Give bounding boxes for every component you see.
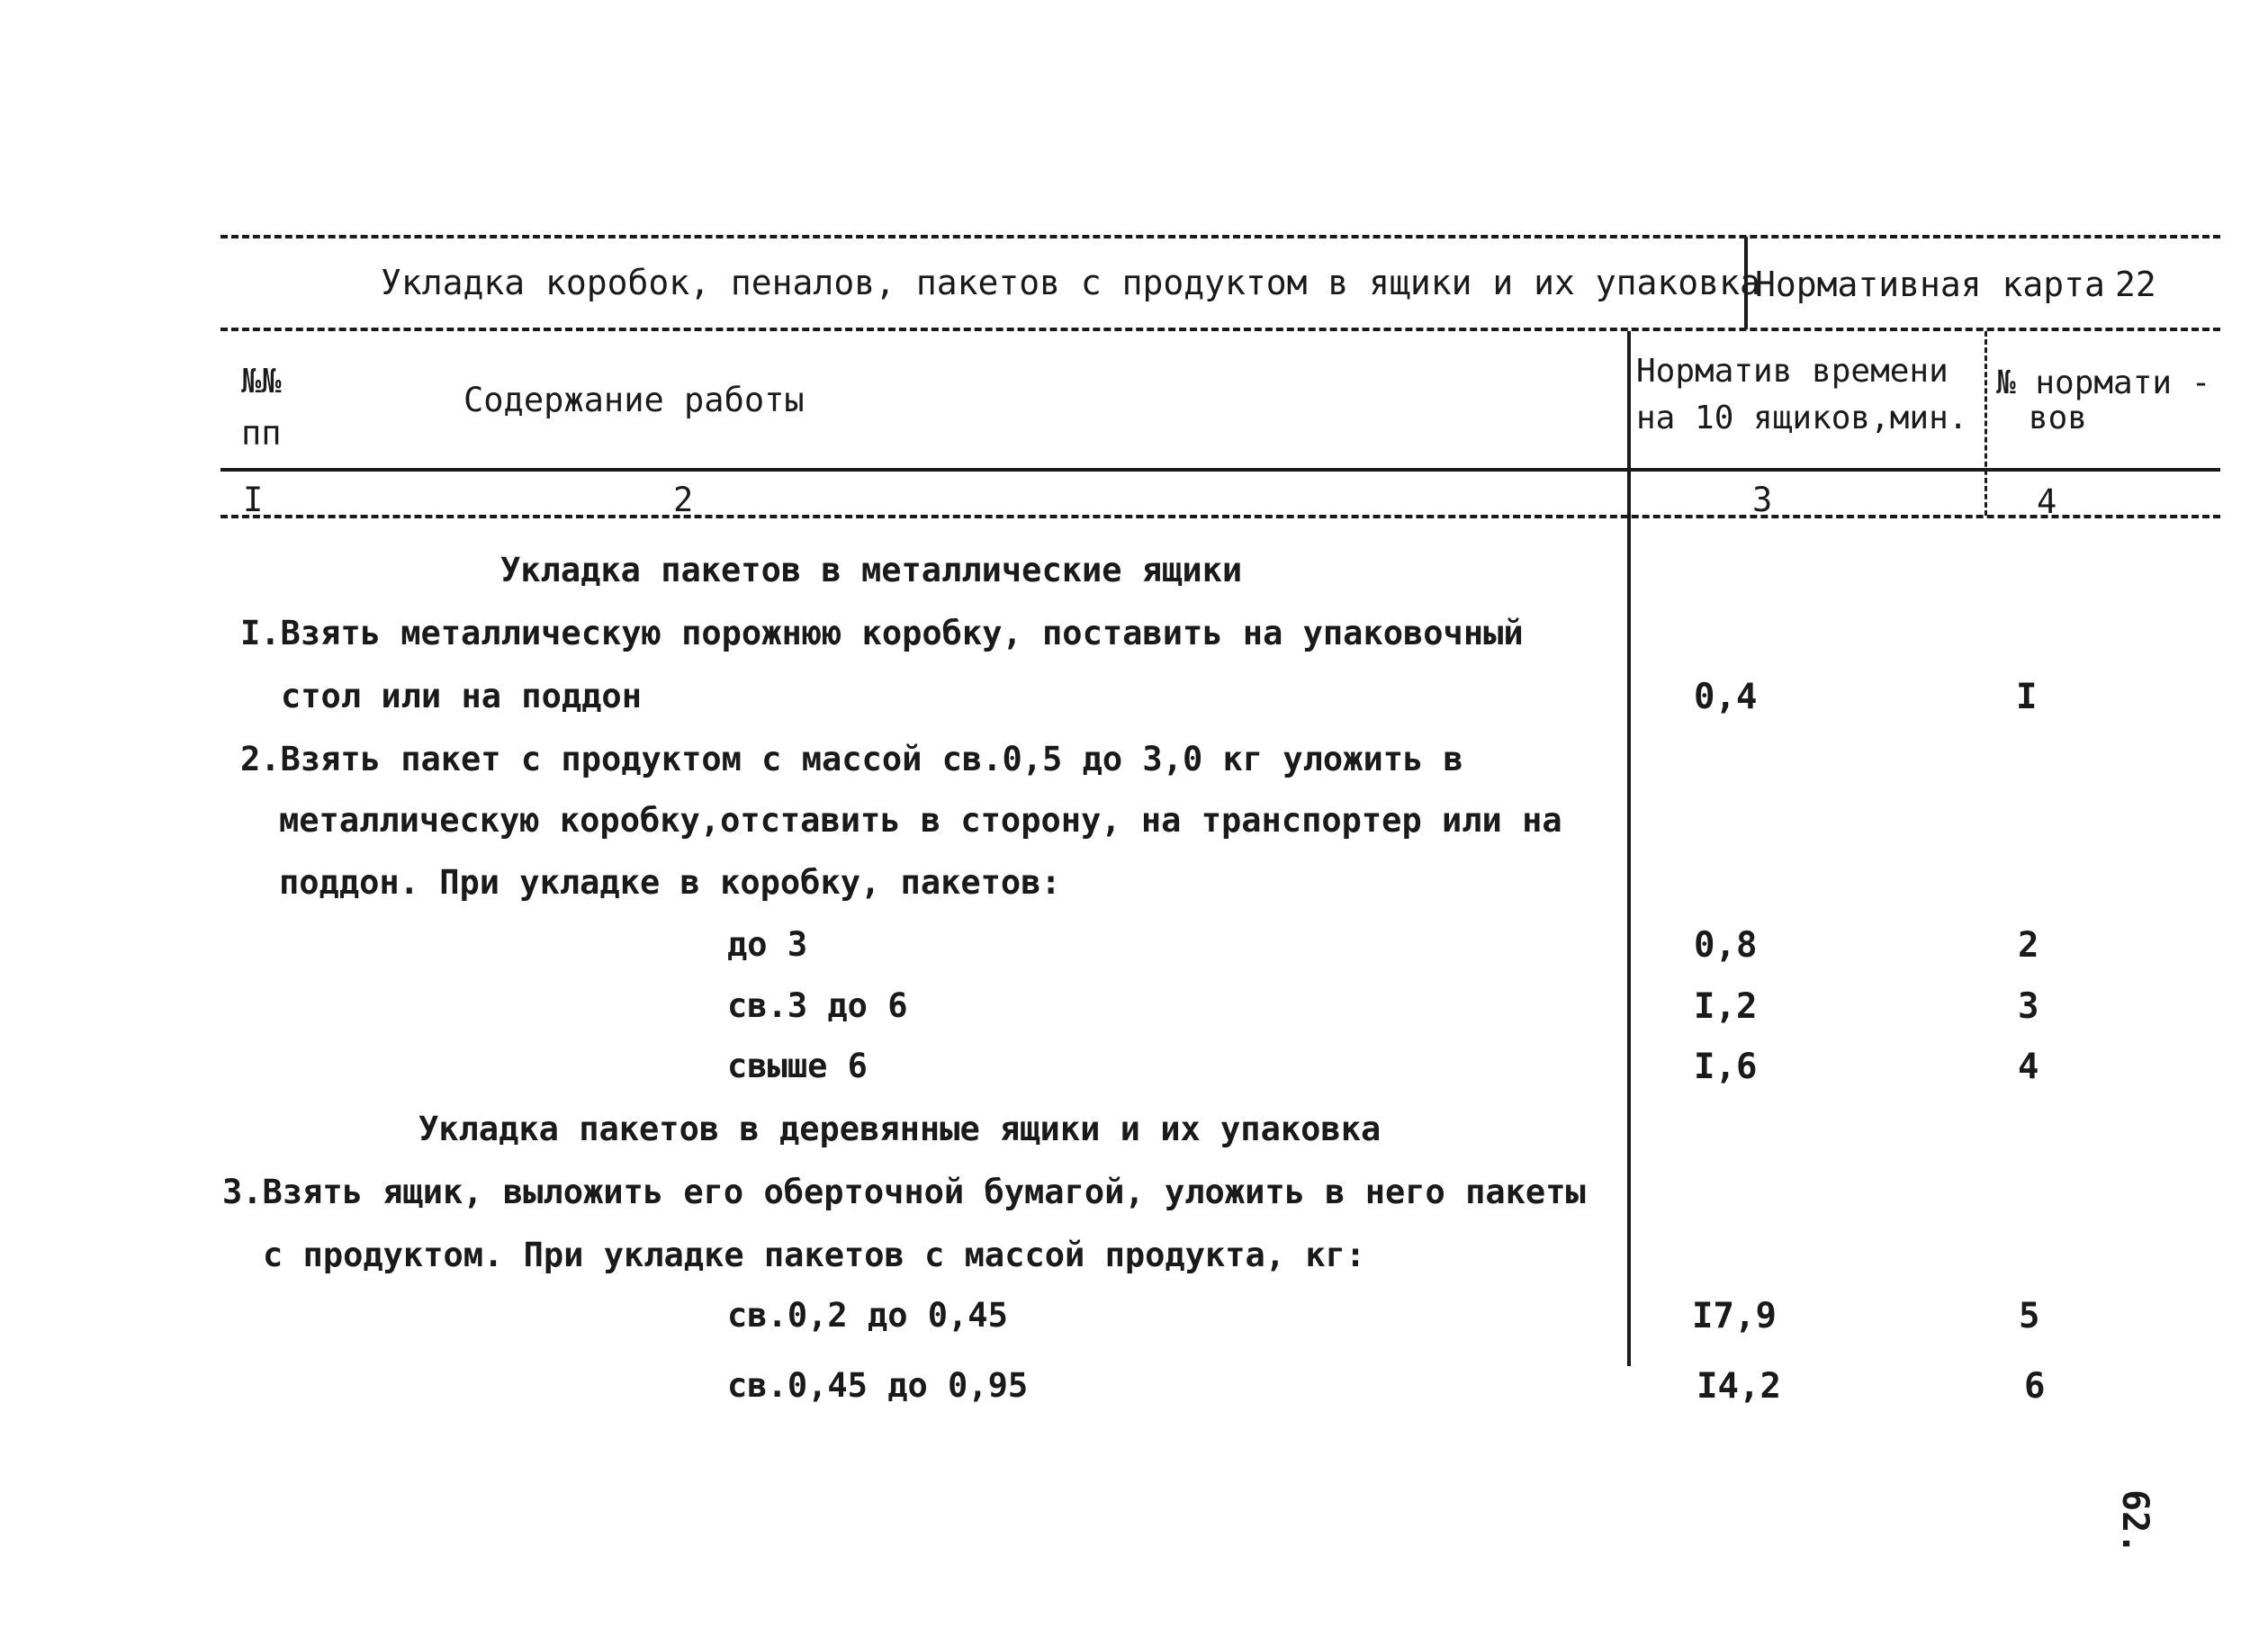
item2-line1: 2.Взять пакет с продуктом с массой св.0,5 до 3,0 кг уложить в [240, 740, 1463, 778]
card-label: Нормативная карта [1755, 265, 2105, 304]
item2-row1-time: 0,8 [1694, 925, 1758, 966]
col-norm-header-line2: на 10 ящиков,мин. [1636, 400, 1968, 436]
item2-line2: металлическую коробку,отставить в сторону, на транспортер или на [279, 801, 1562, 840]
item2-row1-norm: 2 [2018, 925, 2039, 966]
col-normno-header-line2: вов [2029, 400, 2088, 436]
item2-row1-label: до 3 [727, 925, 808, 964]
rule-under-headers [220, 468, 2220, 472]
item2-row3-label: свыше 6 [727, 1047, 868, 1085]
col-number-3: 3 [1752, 481, 1773, 519]
col-num-header-line2: пп [241, 414, 282, 453]
item3-row2-time: I4,2 [1696, 1366, 1781, 1407]
item2-row2-norm: 3 [2018, 986, 2039, 1027]
col-normno-header-line1: № нормати - [1996, 364, 2211, 401]
col-number-1: I [243, 481, 264, 519]
rule-top [220, 235, 2220, 238]
item1-time: 0,4 [1694, 677, 1758, 717]
item2-line3: поддон. При укладке в коробку, пакетов: [279, 863, 1061, 902]
item2-row3-norm: 4 [2018, 1047, 2039, 1087]
rule-under-title [220, 328, 2220, 331]
card-number: 22 [2115, 265, 2156, 304]
item1-line1: I.Взять металлическую порожнюю коробку, поставить на упаковочный [240, 614, 1524, 652]
col-number-2: 2 [673, 481, 694, 519]
item2-row2-time: I,2 [1694, 986, 1758, 1027]
item3-row2-norm: 6 [2024, 1366, 2046, 1407]
section-heading-metal: Укладка пакетов в металлические ящики [500, 551, 1243, 589]
item3-line2: с продуктом. При укладке пакетов с массой продукта, кг: [263, 1236, 1366, 1274]
item3-row1-norm: 5 [2019, 1296, 2040, 1336]
item3-row2-label: св.0,45 до 0,95 [727, 1366, 1029, 1405]
item1-line2: стол или на поддон [281, 677, 642, 715]
item2-row3-time: I,6 [1694, 1047, 1758, 1087]
page-number: 62. [2114, 1489, 2156, 1555]
col-number-4: 4 [2037, 482, 2057, 521]
divider-col2-col3 [1627, 331, 1631, 1366]
item3-line1: 3.Взять ящик, выложить его оберточной бумагой, уложить в него пакеты [222, 1173, 1586, 1211]
page-title: Укладка коробок, пеналов, пакетов с продуктом в ящики и их упаковка [381, 263, 1760, 302]
rule-under-colnums [220, 515, 2220, 518]
item1-norm: I [2016, 677, 2038, 717]
col-norm-header-line1: Норматив времени [1636, 353, 1948, 390]
item2-row2-label: св.3 до 6 [727, 986, 908, 1025]
item3-row1-label: св.0,2 до 0,45 [727, 1296, 1008, 1335]
section-heading-wooden: Укладка пакетов в деревянные ящики и их упаковка [418, 1110, 1382, 1148]
col-num-header-line1: №№ [241, 362, 282, 400]
col-content-header: Содержание работы [464, 381, 805, 419]
divider-col3-col4 [1984, 331, 1987, 516]
item3-row1-time: I7,9 [1692, 1296, 1777, 1336]
